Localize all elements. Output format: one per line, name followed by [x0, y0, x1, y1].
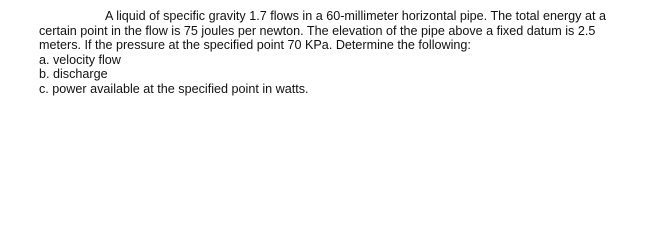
item-c: c. power available at the specified point in watts. [39, 81, 309, 96]
problem-line-3: meters. If the pressure at the specified point 70 KPa. Determine the following: [39, 38, 471, 53]
item-a: a. velocity flow [39, 52, 121, 67]
item-b: b. discharge [39, 67, 108, 82]
problem-line-1: A liquid of specific gravity 1.7 flows in a 60-millimeter horizontal pipe. The total energy at a [105, 9, 606, 23]
problem-line-2: certain point in the flow is 75 joules per newton. The elevation of the pipe above a fixed datum is 2.5 [39, 23, 596, 38]
problem-text [39, 9, 639, 97]
